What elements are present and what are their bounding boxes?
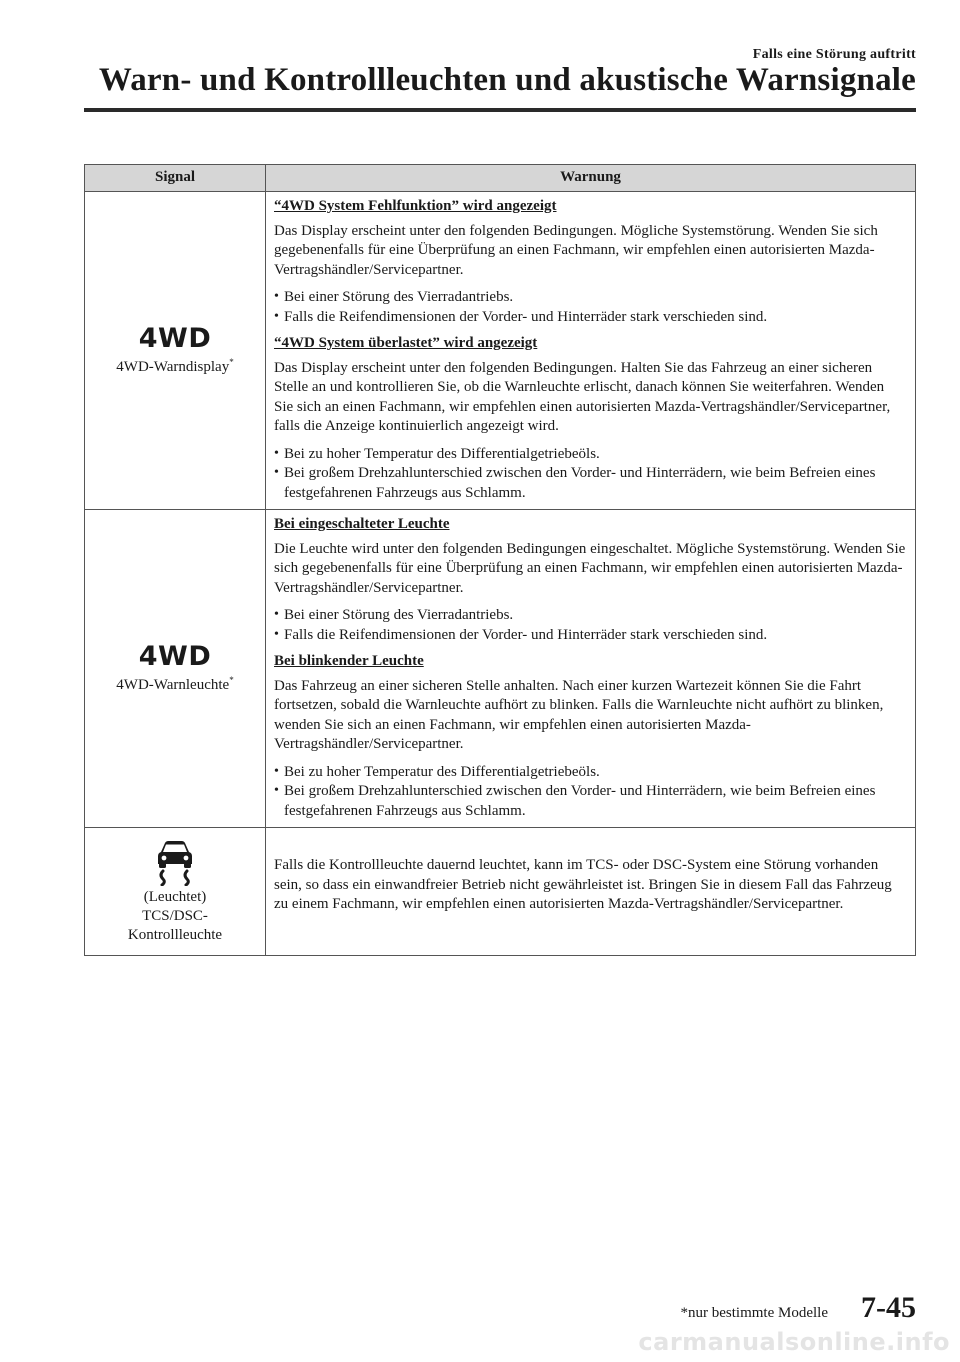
signal-cell bbox=[85, 510, 266, 828]
section-title: Bei blinkender Leuchte bbox=[274, 653, 424, 669]
bullet-item: • Bei zu hoher Temperatur des Differentialgetriebeöls. bbox=[274, 445, 907, 465]
signal-name-line1: TCS/DSC- bbox=[142, 908, 208, 924]
section-title: “4WD System Fehlfunktion” wird angezeigt bbox=[274, 198, 557, 214]
signal-name-text: 4WD-Warndisplay bbox=[116, 358, 230, 375]
bullet-item: • Bei einer Störung des Vierradantriebs. bbox=[274, 606, 907, 626]
bullet-item: • Falls die Reifendimensionen der Vorder- und Hinterräder stark verschieden sind. bbox=[274, 308, 907, 328]
section-text: Das Fahrzeug an einer sicheren Stelle anhalten. Nach einer kurzen Wartezeit können Sie die Fahrt fortsetzen, sobald die Warnleuchte aufhört zu blinken. Falls die Warnleuchte nicht aufhört zu blinken, wenden Sie sich an einen Fachmann, wir empfehlen einen autorisierten Mazda-Vertragshändler/Servicepartner. bbox=[274, 677, 884, 752]
signal-name bbox=[89, 353, 261, 377]
section-subtitle: Falls eine Störung auftritt bbox=[752, 47, 916, 62]
footnote-mark: * bbox=[229, 356, 234, 367]
section-text: Das Display erscheint unter den folgenden Bedingungen. Mögliche Systemstörung. Wenden Sie sich gegebenenfalls für eine Überprüfung an einen Fachmann, wir empfehlen einen autorisierten Mazda-Vertragshändler/Servicepartner. bbox=[274, 222, 878, 278]
signal-name-line2: Kontrollleuchte bbox=[127, 927, 223, 943]
bullet-list bbox=[274, 288, 907, 327]
signal-cell bbox=[85, 192, 266, 510]
signal-cell bbox=[85, 828, 266, 956]
column-header-warning: Warnung bbox=[266, 165, 916, 192]
bullet-item: • Falls die Reifendimensionen der Vorder- und Hinterräder stark verschieden sind. bbox=[274, 626, 907, 646]
signal-name-text: 4WD-Warnleuchte bbox=[116, 676, 230, 693]
signal-name bbox=[89, 671, 261, 695]
4wd-display-icon: 4WD bbox=[138, 322, 212, 354]
bullet-item: • Bei großem Drehzahlunterschied zwischen den Vorder- und Hinterrädern, wie beim Befreien eines festgefahrenen Fahrzeugs aus Schlamm. bbox=[274, 782, 907, 821]
bullet-list bbox=[274, 445, 907, 504]
table-header-row bbox=[85, 165, 916, 192]
section-text: Das Display erscheint unter den folgenden Bedingungen. Halten Sie das Fahrzeug an einer sicheren Stelle an und kontrollieren Sie, ob die Warnleuchte erlischt, danach können Sie weiterfahren. Wenden Sie sich an einen Fachmann, wir empfehlen einen autorisierten Mazda-Vertragshändler/Servicepartner, falls die Anzeige kontinuierlich angezeigt wird. bbox=[274, 359, 891, 434]
section-text: Die Leuchte wird unter den folgenden Bedingungen eingeschaltet. Mögliche Systemstörung. Wenden Sie sich gegebenenfalls für eine Überprüfung an einen Fachmann, wir empfehlen einen autorisierten Mazda-Vertragshändler/Servicepartner. bbox=[274, 540, 906, 596]
page-number: 7-45 bbox=[861, 1291, 916, 1324]
table-row bbox=[85, 192, 916, 510]
page-title: Warn- und Kontrollleuchten und akustische Warnsignale bbox=[98, 62, 916, 98]
bullet-list bbox=[274, 763, 907, 822]
footnote-mark: * bbox=[229, 674, 234, 685]
column-header-signal: Signal bbox=[85, 165, 266, 192]
4wd-warning-light-icon: 4WD bbox=[138, 640, 212, 672]
footnote: *nur bestimmte Modelle bbox=[680, 1305, 828, 1321]
warning-cell bbox=[266, 192, 916, 510]
section-title: Bei eingeschalteter Leuchte bbox=[274, 516, 450, 532]
table-row bbox=[85, 510, 916, 828]
section-title: “4WD System überlastet” wird angezeigt bbox=[274, 335, 538, 351]
warning-cell bbox=[266, 828, 916, 956]
watermark: carmanualsonline.info bbox=[638, 1328, 950, 1356]
bullet-list bbox=[274, 606, 907, 645]
table-row bbox=[85, 828, 916, 956]
tcs-skid-car-icon bbox=[151, 838, 199, 886]
warning-cell bbox=[266, 510, 916, 828]
bullet-item: • Bei großem Drehzahlunterschied zwischen den Vorder- und Hinterrädern, wie beim Befreien eines festgefahrenen Fahrzeugs aus Schlamm. bbox=[274, 464, 907, 503]
warning-table bbox=[84, 164, 916, 956]
bullet-item: • Bei zu hoher Temperatur des Differentialgetriebeöls. bbox=[274, 763, 907, 783]
signal-state: (Leuchtet) bbox=[143, 889, 207, 905]
header-rule bbox=[84, 108, 916, 112]
warning-text: Falls die Kontrollleuchte dauernd leuchtet, kann im TCS- oder DSC-System eine Störung vorhanden sein, so dass ein einwandfreier Betrieb nicht gewährleistet ist. Bringen Sie in diesem Fall das Fahrzeug zu einem Fachmann, wir empfehlen einen autorisierten Mazda-Vertragshändler/Servicepartner. bbox=[274, 857, 892, 912]
bullet-item: • Bei einer Störung des Vierradantriebs. bbox=[274, 288, 907, 308]
